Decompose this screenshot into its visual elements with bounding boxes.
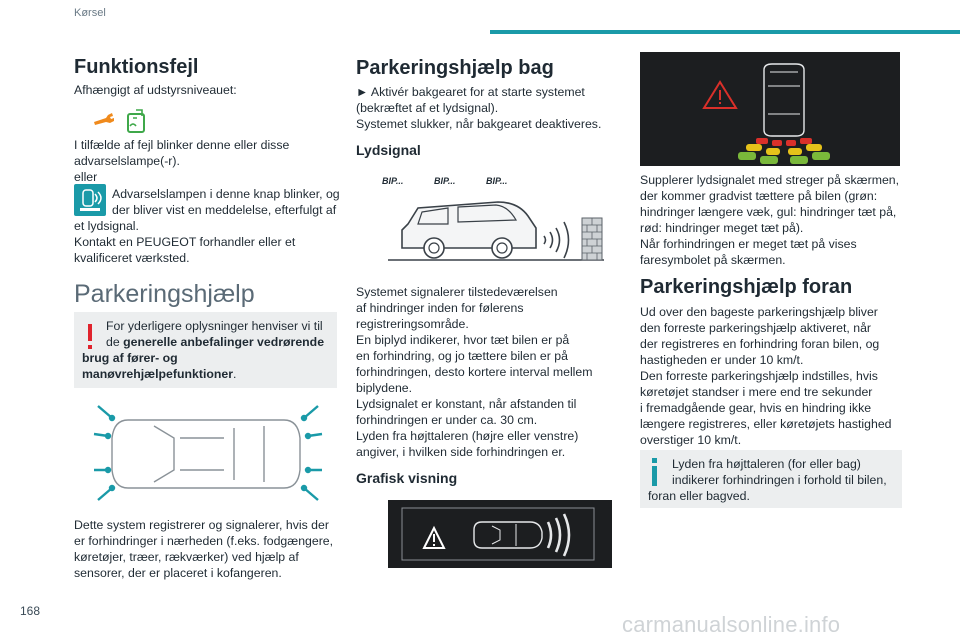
graphic-line-6: faresymbolet på skærmen. xyxy=(640,253,786,267)
park-assist-button-icon xyxy=(74,184,106,216)
activate-line-1: ► Aktivér bakgearet for at starte systemet xyxy=(356,85,585,99)
desc-line-1: Dette system registrerer og signalerer, hvis der xyxy=(74,518,329,532)
header-accent-bar xyxy=(490,30,960,34)
fault-line-3: eller xyxy=(74,170,98,184)
title-front-assist: Parkeringshjælp foran xyxy=(640,276,853,298)
intro-text: Afhængigt af udstyrsniveauet: xyxy=(74,83,237,97)
info-note xyxy=(640,450,902,508)
front-line-9: overstiger 10 km/t. xyxy=(640,433,742,447)
desc-line-4: sensorer, der er placeret i kofangeren. xyxy=(74,566,282,580)
recommendation-note xyxy=(74,312,337,388)
sound-line-7: biplydene. xyxy=(356,381,413,395)
bip-label-1: BIP... xyxy=(382,176,404,186)
sound-line-11: angiver, i hvilken side forhindringen er. xyxy=(356,445,566,459)
page-number: 168 xyxy=(20,604,41,618)
sound-line-5: en forhindring, og jo tættere bilen er på xyxy=(356,349,568,363)
info-icon xyxy=(652,458,657,486)
front-line-8: længere registreres, eller køretøjets hastighed xyxy=(640,417,892,431)
graphic-line-2: der kommer gradvist tættere på bilen (grøn: xyxy=(640,189,878,203)
section-header: Kørsel xyxy=(74,7,106,19)
graphic-display-screen xyxy=(388,500,612,568)
activate-line-3: Systemet slukker, når bakgearet deaktiveres. xyxy=(356,117,602,131)
sensor-diagram xyxy=(84,398,334,508)
front-line-3: der registreres en forhindring foran bilen, og xyxy=(640,337,880,351)
button-line-1: Advarselslampen i denne knap blinker, og xyxy=(112,187,340,201)
after-line-2: Kontakt en PEUGEOT forhandler eller et xyxy=(74,235,296,249)
note-line-4: manøvrehjælpefunktioner. xyxy=(82,367,237,381)
info-line-3: foran eller bagved. xyxy=(648,489,750,503)
note-line-1: For yderligere oplysninger henviser vi til xyxy=(106,319,323,333)
sub-title-sound: Lydsignal xyxy=(356,142,421,158)
graphic-line-1: Supplerer lydsignalet med streger på skærmen, xyxy=(640,173,900,187)
sound-line-4: En biplyd indikerer, hvor tæt bilen er på xyxy=(356,333,570,347)
front-line-4: hastigheden er under 10 km/t. xyxy=(640,353,804,367)
info-line-2: indikerer forhindringen i forhold til bilen, xyxy=(672,473,887,487)
button-line-2: der bliver vist en meddelelse, efterfulgt af xyxy=(112,203,337,217)
fault-line-2: advarselslampe(-r). xyxy=(74,154,180,168)
desc-line-3: køretøjer, træer, rækværker) ved hjælp af xyxy=(74,550,299,564)
info-line-1: Lyden fra højttaleren (for eller bag) xyxy=(672,457,861,471)
sound-line-10: Lyden fra højttaleren (højre eller venstre) xyxy=(356,429,579,443)
sound-line-2: af hindringer inden for følerens xyxy=(356,301,524,315)
bip-label-3: BIP... xyxy=(486,176,508,186)
desc-line-2: er forhindringer i nærheden (f.eks. fodgængere, xyxy=(74,534,334,548)
after-line-3: kvalificeret værksted. xyxy=(74,251,190,265)
front-line-1: Ud over den bageste parkeringshjælp bliver xyxy=(640,305,878,319)
bip-label-2: BIP... xyxy=(434,176,456,186)
front-line-2: den forreste parkeringshjælp aktiveret, når xyxy=(640,321,872,335)
sub-title-graphic: Grafisk visning xyxy=(356,470,458,486)
warning-lamps xyxy=(92,104,152,134)
note-line-3: brug af fører- og xyxy=(82,351,178,365)
front-line-7: i fremadgående gear, hvis en hindring ikke xyxy=(640,401,872,415)
wrench-icon xyxy=(92,104,152,134)
chapter-title: Parkeringshjælp xyxy=(74,280,255,308)
activate-line-2: (bekræftet af et lydsignal). xyxy=(356,101,499,115)
title-funktionsfejl: Funktionsfejl xyxy=(74,56,199,78)
rear-sensor-screen xyxy=(640,52,900,166)
front-line-6: køretøjet standser i mere end tre sekunder xyxy=(640,385,873,399)
sound-signal-illustration xyxy=(378,172,610,272)
sound-line-8: Lydsignalet er konstant, når afstanden til xyxy=(356,397,577,411)
after-line-1: et lydsignal. xyxy=(74,219,139,233)
graphic-line-4: rød: hindringer meget tæt på). xyxy=(640,221,804,235)
sound-line-1: Systemet signalerer tilstedeværelsen xyxy=(356,285,558,299)
graphic-line-5: Når forhindringen er meget tæt på vises xyxy=(640,237,857,251)
watermark: carmanualsonline.info xyxy=(622,612,841,637)
title-rear-assist: Parkeringshjælp bag xyxy=(356,57,554,79)
sound-line-6: forhindringen, desto kortere interval mellem xyxy=(356,365,593,379)
note-line-2: de generelle anbefalinger vedrørende xyxy=(106,335,325,349)
graphic-line-3: hindringer længere væk, gul: hindringer tæt på, xyxy=(640,205,897,219)
exclamation-icon xyxy=(88,324,92,341)
sound-line-9: forhindringen er under ca. 30 cm. xyxy=(356,413,538,427)
sound-line-3: registreringsområde. xyxy=(356,317,469,331)
fault-line-1: I tilfælde af fejl blinker denne eller disse xyxy=(74,138,290,152)
front-line-5: Den forreste parkeringshjælp indstilles, hvis xyxy=(640,369,878,383)
